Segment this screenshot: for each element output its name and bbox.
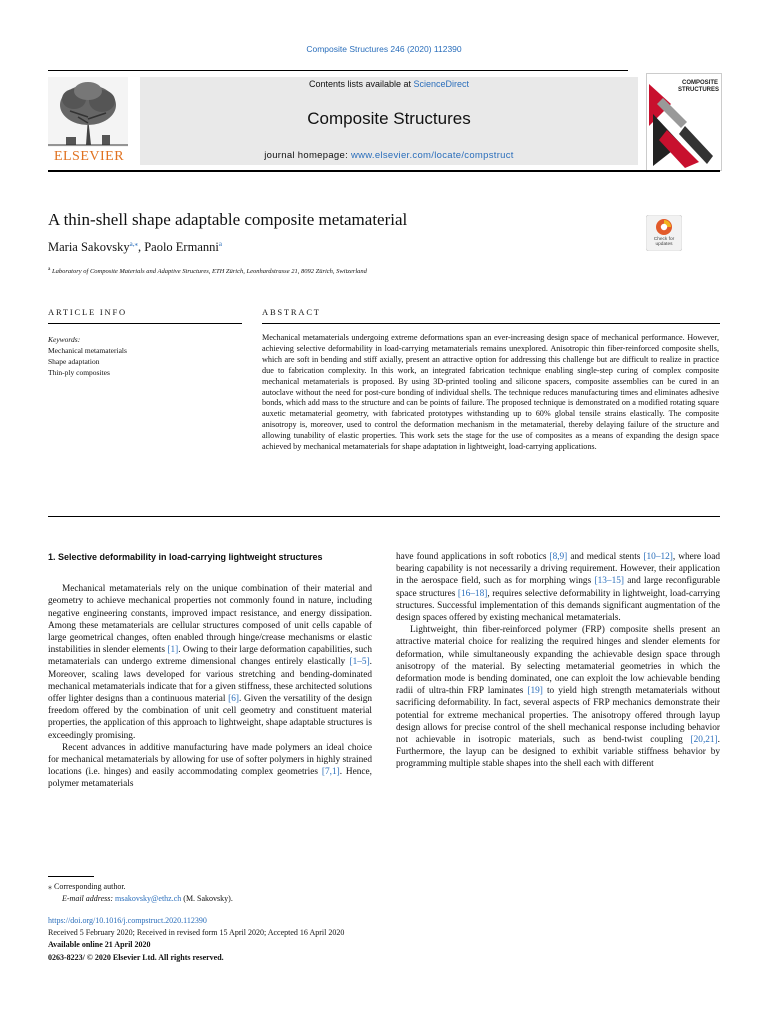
citation-link[interactable]: [16–18] (457, 588, 488, 599)
journal-homepage-link[interactable]: www.elsevier.com/locate/compstruct (350, 150, 514, 161)
available-online: Available online 21 April 2020 (48, 940, 151, 949)
contents-line (140, 79, 638, 89)
body-paragraph: Lightweight, thin fiber-reinforced polymer (FRP) composite shells present an attractive material choice for realizing the required hinges and slender elements for deformation, while simultaneously expanding the achievable design space through anisotropy of the material. By selecting metamaterial geometries in which the deformation mode is bending dominated, one can exploit the low achievable bending radii of ultra-thin FRP laminates [19] to yield high strength metamaterials without sacrificing deformability. In fact, several aspects of FRP mechanics demonstrate their potential for extreme mechanical properties. The anisotropy offered through layup design allows for precise control of the shell mechanical response including behavior not achievable in isotropic materials, such as bend-twist coupling [20,21]. Furthermore, the layup can be designed to exhibit variable stiffness behavior by programming multiple stable shapes into the shell each with different (396, 625, 720, 770)
abstract-heading: ABSTRACT (262, 307, 321, 317)
citation-link[interactable]: [20,21] (690, 735, 718, 746)
body-paragraph: have found applications in soft robotics [8,9] and medical stents [10–12], where load bearing capability is not necessarily a driving requirement. However, their application in the aerospace field, such as for morphing wings [13–15] and large reconfigurable space structures [16–18], requires selective deformability in lightweight, load-carrying structures. Successful implementation of this demands significant augmentation of the design spaces offered by existing mechanical metamaterials. (396, 552, 720, 624)
cover-title: COMPOSITE STRUCTURES (678, 80, 720, 93)
check-for-updates-label: Check for updates (653, 237, 675, 247)
citation-link[interactable]: [13–15] (594, 576, 624, 587)
citation-link[interactable]: [8,9] (549, 552, 568, 562)
citation-link[interactable]: [1] (167, 645, 179, 656)
citation-link[interactable]: [1–5] (349, 657, 370, 668)
article-info-rule (48, 323, 242, 324)
email-note: E-mail address: msakovsky@ethz.ch (M. Sakovsky). (62, 894, 233, 903)
copyright: 0263-8223/ © 2020 Elsevier Ltd. All rights reserved. (48, 953, 224, 962)
journal-title: Composite Structures (307, 109, 471, 128)
header-bottom-rule (48, 170, 720, 172)
journal-title-box (140, 77, 638, 165)
abstract-rule (262, 323, 720, 324)
journal-cover-thumbnail (646, 73, 722, 171)
right-column (396, 551, 720, 771)
body-paragraph: Recent advances in additive manufacturing have made polymers an ideal choice for mechanical metamaterials by allowing for use of softer polymers in highly strained locations (i.e. hinges) and easily accommodating complex geometries [7,1]. Hence, polymer metamaterials (48, 742, 372, 790)
journal-reference[interactable]: Composite Structures 246 (2020) 112390 (306, 44, 462, 54)
citation-link[interactable]: [7,1] (321, 767, 340, 778)
keywords-block (48, 334, 127, 378)
contents-prefix: Contents lists available at (308, 79, 414, 89)
email-link[interactable]: msakovsky@ethz.ch (115, 894, 182, 903)
keyword-item: Mechanical metamaterials (48, 346, 127, 355)
header-top-rule (48, 70, 628, 71)
elsevier-wordmark: ELSEVIER (53, 149, 125, 164)
keyword-item: Shape adaptation (48, 357, 100, 366)
homepage-prefix: journal homepage: (264, 150, 351, 161)
check-for-updates-badge[interactable] (646, 215, 682, 251)
body-paragraph: Mechanical metamaterials rely on the unique combination of their material and geometry to achieve mechanical properties not commonly found in nature, including negative engineering constants, improved impact resistance, and energy dissipation. Among these metamaterials are cellular structures composed of unit cells capable of large geometrical changes, often enabled through hinge/crease mechanisms or elastic instabilities in slender elements [1]. Owing to their large deformation capabilities, such metamaterials can undergo extreme dimensional changes entirely elastically [1–5]. Moreover, scaling laws developed for various stretching and bending-dominated mechanical metamaterials indicate that for a given stiffness, these architected solutions offer lighter designs than a continuous material [6]. Given the versatility of the design freedom offered by the combination of unit cell geometry and constituent material properties, the application of this approach to lightweight, shape adaptable structures is exceedingly promising. (48, 584, 373, 741)
sciencedirect-link[interactable]: ScienceDirect (413, 79, 470, 89)
affiliation (48, 266, 367, 275)
article-title: A thin-shell shape adaptable composite metamaterial (48, 210, 408, 229)
citation-link[interactable]: [19] (527, 686, 543, 697)
author-name: , Paolo Ermanni (137, 240, 219, 255)
citation-link[interactable]: [10–12] (643, 552, 673, 562)
author-affiliation-mark[interactable]: a (218, 240, 222, 248)
affiliation-mark: a (48, 266, 51, 272)
author-affiliation-mark[interactable]: a,⁎ (129, 240, 138, 248)
author-list (48, 240, 222, 255)
article-info-heading: ARTICLE INFO (48, 307, 127, 317)
journal-banner (48, 77, 720, 172)
homepage-line (140, 150, 638, 161)
doi-link[interactable]: https://doi.org/10.1016/j.compstruct.2020.112390 (48, 916, 207, 925)
keyword-item: Thin-ply composites (48, 368, 110, 377)
left-column (48, 551, 372, 791)
abstract-text: Mechanical metamaterials undergoing extreme deformations span an ever-increasing design space of mechanical performance. However, achieving selective deformability in load-carrying metamaterials remains unexplored. Anisotropic thin fiber-reinforced composite shells, which are soft in bending and stiff axially, present an attractive option for addressing this challenge but are difficult to realize in practice due to fabrication complexity. In this work, an integrated fabrication technique enabling single-step curing of complex composite mechanical metamaterials is proposed. By using 3D-printed tooling and silicone spacers, composite assemblies can be cured in an autoclave without the need for post-cure bonding of individual shells. The technique reduces manufacturing times and eliminates adhesive bonds, which add mass to the structure and can be points of failure. The proposed technique is demonstrated on a modified rotating square auxetic metamaterial geometry, with fabricated prototypes withstanding up to 60% global tensile strains elastically. The composite anisotropy is, moreover, used to control the deformation mechanism in the metamaterial, thereby delaying failure of the structure and allowing tunability of elastic properties. This work sets the stage for the use of composites as a means of expanding the design space achieved by mechanical metamaterials for shape adaptation in lightweight, load-carrying applications. (262, 333, 719, 452)
footnote-rule (48, 876, 94, 877)
abstract-bottom-rule (48, 516, 720, 517)
received-dates: Received 5 February 2020; Received in revised form 15 April 2020; Accepted 16 April 2020 (48, 928, 345, 937)
author-name: Maria Sakovsky (48, 240, 130, 255)
keywords-label: Keywords: (48, 335, 81, 344)
section-heading: 1. Selective deformability in load-carrying lightweight structures (48, 552, 323, 562)
affiliation-text: Laboratory of Composite Materials and Adaptive Structures, ETH Zürich, Leonhardstrasse 21, 8092 Zürich, Switzerland (52, 268, 367, 276)
corresponding-author-note: ⁎ Corresponding author. (48, 882, 126, 891)
citation-link[interactable]: [6] (228, 694, 239, 705)
